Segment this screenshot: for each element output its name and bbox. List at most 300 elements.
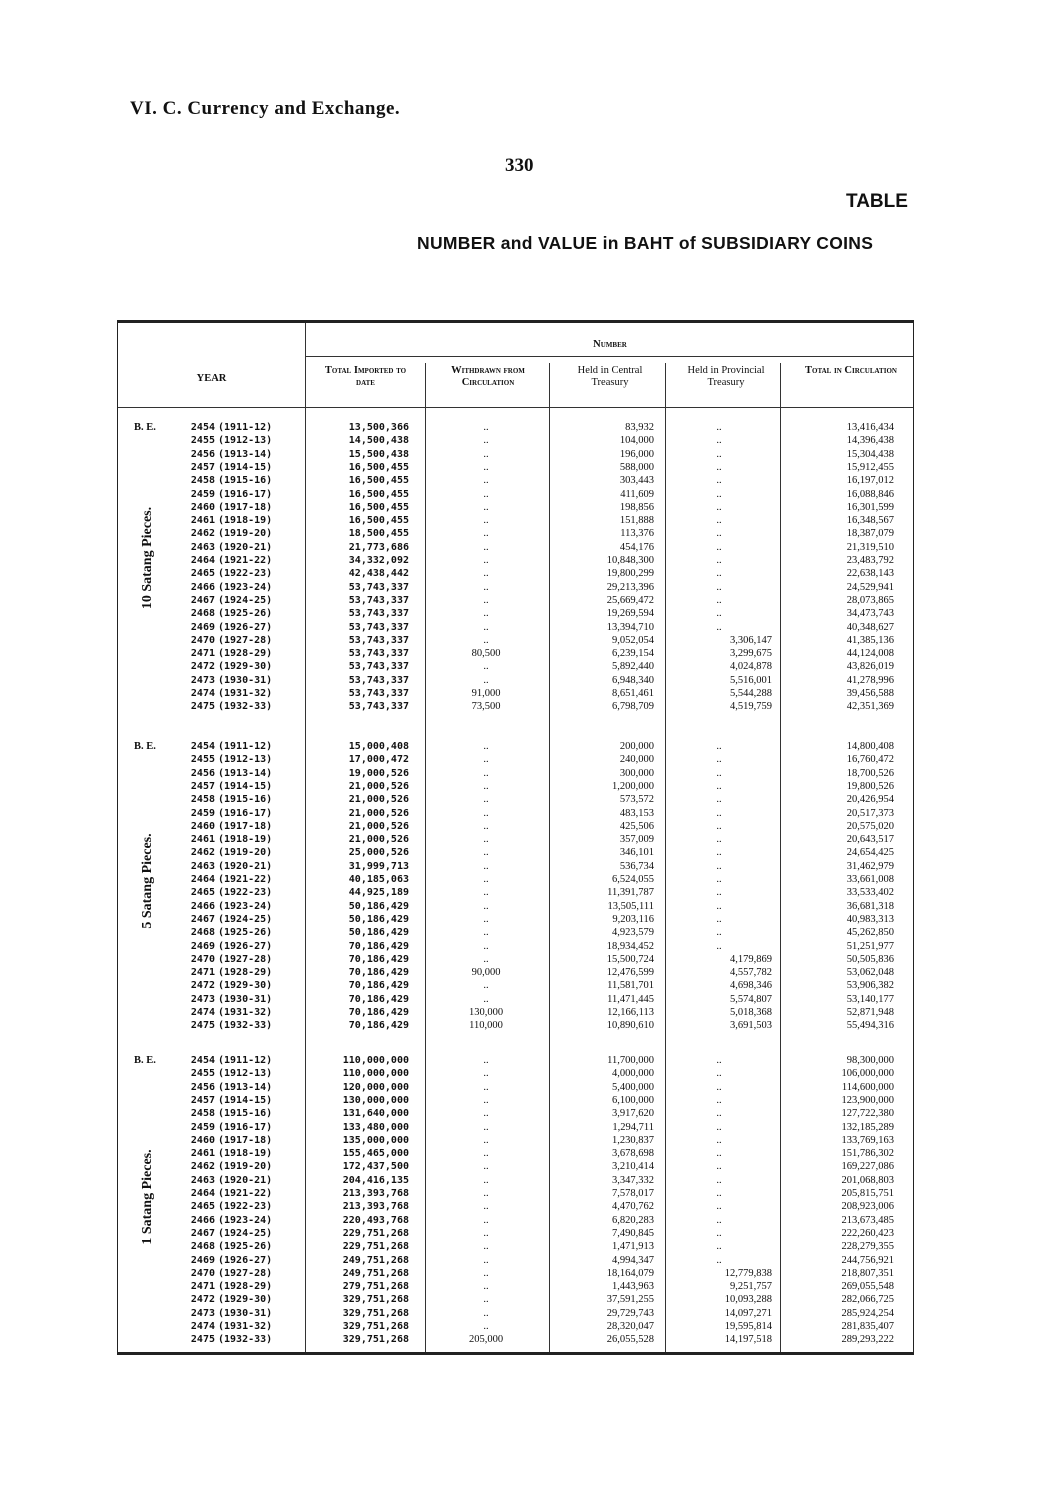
total-imported-cell: 25,000,526: [348, 847, 409, 859]
gregorian-year: (1920-21): [218, 860, 273, 872]
held-central-cell: 1,443,963: [612, 1281, 654, 1293]
be-year: 2459: [190, 1121, 215, 1133]
header-rule: [118, 407, 913, 408]
be-year: 2470: [190, 1267, 215, 1279]
table-row: [118, 461, 915, 474]
withdrawn-cell: ..: [483, 887, 489, 899]
held-provincial-cell: ..: [716, 1214, 722, 1226]
total-circulation-cell: 228,279,355: [841, 1241, 894, 1253]
total-imported-cell: 16,500,455: [348, 515, 409, 527]
held-central-cell: 357,009: [619, 834, 654, 846]
be-year: 2461: [190, 1148, 215, 1160]
withdrawn-cell: ..: [483, 488, 489, 500]
held-provincial-cell: ..: [716, 1254, 722, 1266]
held-provincial-cell: ..: [716, 913, 722, 925]
held-provincial-cell: ..: [716, 475, 722, 487]
held-central-cell: 18,164,079: [606, 1267, 654, 1279]
held-provincial-cell: ..: [716, 608, 722, 620]
withdrawn-header: Withdrawn from Circulation: [451, 365, 525, 388]
table-row: [118, 434, 915, 447]
held-provincial-cell: 3,299,675: [730, 648, 772, 660]
gregorian-year: (1931-32): [218, 1007, 273, 1018]
total-imported-cell: 53,743,337: [348, 581, 409, 593]
withdrawn-cell: ..: [483, 820, 489, 832]
total-circulation-cell: 44,124,008: [846, 648, 894, 660]
gregorian-year: (1927-28): [218, 634, 273, 646]
be-year: 2475: [190, 1334, 215, 1346]
total-circulation-cell: 20,643,517: [846, 834, 894, 846]
table-row: [118, 527, 915, 540]
group-label-5-satang: 5 Satang Pieces.: [140, 833, 155, 929]
gregorian-year: (1921-22): [218, 1188, 273, 1199]
be-year: 2457: [190, 1094, 215, 1106]
total-imported-cell: 21,000,526: [348, 834, 409, 846]
withdrawn-cell: ..: [483, 900, 489, 912]
be-year: 2466: [190, 1214, 215, 1226]
table-row: [118, 753, 915, 766]
be-year: 2462: [190, 1161, 215, 1173]
total-circulation-cell: 18,700,526: [846, 767, 894, 779]
held-provincial-cell: ..: [716, 1148, 722, 1160]
held-provincial-cell: ..: [716, 461, 722, 473]
table-row: [118, 421, 915, 434]
total-imported-cell: 21,000,526: [348, 794, 409, 806]
be-year: 2457: [190, 461, 215, 473]
total-circulation-cell: 282,066,725: [841, 1294, 894, 1306]
withdrawn-cell: ..: [483, 501, 489, 513]
held-provincial-cell: ..: [716, 940, 722, 952]
total-imported-cell: 53,743,337: [348, 648, 409, 660]
withdrawn-cell: ..: [483, 621, 489, 633]
withdrawn-cell: ..: [483, 980, 489, 992]
held-provincial-cell: ..: [716, 1161, 722, 1173]
withdrawn-cell: ..: [483, 834, 489, 846]
withdrawn-cell: ..: [483, 1281, 489, 1293]
be-year: 2467: [190, 913, 215, 925]
gregorian-year: (1922-23): [218, 568, 273, 580]
held-provincial-cell: ..: [716, 581, 722, 593]
gregorian-year: (1921-22): [218, 555, 273, 566]
be-year: 2475: [190, 701, 215, 713]
held-central-cell: 11,700,000: [607, 1055, 654, 1066]
held-central-cell: 26,055,528: [606, 1334, 654, 1346]
withdrawn-cell: ..: [483, 767, 489, 779]
total-imported-cell: 53,743,337: [348, 701, 409, 713]
withdrawn-cell: ..: [483, 860, 489, 872]
held-provincial-cell: 3,306,147: [730, 634, 772, 646]
gregorian-year: (1916-17): [218, 807, 273, 819]
table-row: [118, 1200, 915, 1213]
table-row: [118, 1320, 915, 1333]
total-circulation-cell: 42,351,369: [846, 701, 894, 713]
be-year: 2475: [190, 1020, 215, 1032]
table-row: [118, 1174, 915, 1187]
gregorian-year: (1925-26): [218, 1241, 273, 1253]
table-row: [118, 979, 915, 992]
table-row: [118, 1254, 915, 1267]
withdrawn-cell: ..: [483, 608, 489, 620]
withdrawn-cell: ..: [483, 913, 489, 925]
withdrawn-cell: ..: [483, 847, 489, 859]
total-circulation-cell: 269,055,548: [841, 1281, 894, 1293]
be-year: 2467: [190, 594, 215, 606]
held-central-cell: 536,734: [619, 860, 654, 872]
held-provincial-cell: ..: [716, 900, 722, 912]
table-row: [118, 886, 915, 899]
total-imported-cell: 213,393,768: [342, 1188, 409, 1199]
gregorian-year: (1923-24): [218, 900, 273, 912]
gregorian-year: (1925-26): [218, 927, 273, 939]
gregorian-year: (1917-18): [218, 820, 273, 832]
table-row: [118, 581, 915, 594]
gregorian-year: (1930-31): [218, 1307, 273, 1319]
total-imported-cell: 44,925,189: [348, 887, 409, 899]
held-provincial-cell: 5,018,368: [730, 1007, 772, 1018]
gregorian-year: (1916-17): [218, 488, 273, 500]
total-imported-cell: 329,751,268: [342, 1294, 409, 1306]
held-central-cell: 6,100,000: [612, 1094, 654, 1106]
be-year: 2466: [190, 900, 215, 912]
withdrawn-cell: ..: [483, 1134, 489, 1146]
withdrawn-cell: ..: [483, 1148, 489, 1160]
withdrawn-cell: ..: [483, 1094, 489, 1106]
held-central-cell: 13,505,111: [607, 900, 654, 912]
table-row: [118, 594, 915, 607]
gregorian-year: (1927-28): [218, 1267, 273, 1279]
total-imported-cell: 110,000,000: [342, 1055, 409, 1066]
withdrawn-cell: ..: [483, 435, 489, 447]
total-imported-cell: 135,000,000: [342, 1134, 409, 1146]
held-central-cell: 11,581,701: [607, 980, 654, 992]
table-row: [118, 660, 915, 673]
gregorian-year: (1914-15): [218, 1094, 273, 1106]
gregorian-year: (1931-32): [218, 688, 273, 699]
total-circulation-cell: 22,638,143: [846, 568, 894, 580]
withdrawn-cell: ..: [483, 807, 489, 819]
withdrawn-cell: ..: [483, 541, 489, 553]
be-year: 2465: [190, 887, 215, 899]
be-year: 2472: [190, 661, 215, 673]
held-central-cell: 18,934,452: [606, 940, 654, 952]
era-label: B. E.: [134, 422, 156, 433]
held-provincial-cell: ..: [716, 754, 722, 766]
held-central-cell: 7,578,017: [612, 1188, 654, 1199]
total-circulation-cell: 20,575,020: [846, 820, 894, 832]
withdrawn-cell: ..: [483, 1321, 489, 1332]
total-circulation-cell: 28,073,865: [846, 594, 894, 606]
total-imported-cell: 110,000,000: [342, 1068, 409, 1080]
total-circulation-cell: 98,300,000: [846, 1055, 894, 1066]
be-year: 2473: [190, 1307, 215, 1319]
be-year: 2455: [190, 754, 215, 766]
table-row: [118, 1333, 915, 1346]
held-provincial-cell: 5,516,001: [730, 674, 772, 686]
held-provincial-cell: ..: [716, 528, 722, 540]
held-central-cell: 29,729,743: [606, 1307, 654, 1319]
total-imported-cell: 42,438,442: [348, 568, 409, 580]
total-imported-cell: 53,743,337: [348, 661, 409, 673]
held-provincial-cell: ..: [716, 820, 722, 832]
total-circulation-cell: 289,293,222: [841, 1334, 894, 1346]
held-central-header: Held in Central Treasury: [577, 365, 643, 388]
withdrawn-cell: ..: [483, 1188, 489, 1199]
withdrawn-cell: ..: [483, 1201, 489, 1213]
total-imported-cell: 18,500,455: [348, 528, 409, 540]
table-row: [118, 607, 915, 620]
held-provincial-header: Held in Provincial Treasury: [687, 365, 765, 388]
held-central-cell: 5,400,000: [612, 1081, 654, 1093]
total-imported-cell: 16,500,455: [348, 475, 409, 487]
total-circulation-cell: 23,483,792: [846, 555, 894, 566]
group-label-1-satang: 1 Satang Pieces.: [140, 1149, 155, 1245]
withdrawn-cell: ..: [483, 515, 489, 527]
held-central-cell: 346,101: [619, 847, 654, 859]
total-imported-cell: 229,751,268: [342, 1227, 409, 1239]
table-row: [118, 1307, 915, 1320]
held-provincial-cell: 3,691,503: [730, 1020, 772, 1032]
gregorian-year: (1915-16): [218, 794, 273, 806]
total-imported-cell: 21,773,686: [348, 541, 409, 553]
held-provincial-cell: ..: [716, 794, 722, 806]
gregorian-year: (1924-25): [218, 1227, 273, 1239]
table-row: [118, 621, 915, 634]
held-provincial-cell: ..: [716, 834, 722, 846]
withdrawn-cell: ..: [483, 741, 489, 752]
be-year: 2468: [190, 927, 215, 939]
table-row: [118, 1107, 915, 1120]
be-year: 2460: [190, 1134, 215, 1146]
number-group-header: Number: [593, 339, 627, 350]
gregorian-year: (1929-30): [218, 980, 273, 992]
table-row: [118, 647, 915, 660]
gregorian-year: (1925-26): [218, 608, 273, 620]
table-row: [118, 1067, 915, 1080]
total-circulation-cell: 45,262,850: [846, 927, 894, 939]
be-year: 2455: [190, 435, 215, 447]
held-central-cell: 1,471,913: [612, 1241, 654, 1253]
era-label: B. E.: [134, 1055, 156, 1066]
held-central-cell: 113,376: [620, 528, 654, 540]
held-provincial-cell: 12,779,838: [724, 1267, 772, 1279]
withdrawn-cell: 91,000: [471, 688, 501, 699]
withdrawn-cell: ..: [483, 1294, 489, 1306]
held-provincial-cell: ..: [716, 448, 722, 460]
withdrawn-cell: ..: [483, 1241, 489, 1253]
total-circulation-cell: 281,835,407: [841, 1321, 894, 1332]
gregorian-year: (1916-17): [218, 1121, 273, 1133]
total-circulation-cell: 208,923,006: [841, 1201, 894, 1213]
be-year: 2474: [190, 1007, 215, 1018]
held-central-cell: 6,820,283: [612, 1214, 654, 1226]
total-imported-cell: 21,000,526: [348, 780, 409, 792]
gregorian-year: (1923-24): [218, 1214, 273, 1226]
withdrawn-cell: ..: [483, 780, 489, 792]
table-row: [118, 448, 915, 461]
be-year: 2460: [190, 501, 215, 513]
total-circulation-cell: 36,681,318: [846, 900, 894, 912]
total-circulation-cell: 18,387,079: [846, 528, 894, 540]
table-row: [118, 501, 915, 514]
gregorian-year: (1924-25): [218, 594, 273, 606]
held-provincial-cell: 4,557,782: [730, 967, 772, 979]
held-central-cell: 12,476,599: [606, 967, 654, 979]
be-year: 2472: [190, 1294, 215, 1306]
withdrawn-cell: ..: [483, 555, 489, 566]
gregorian-year: (1929-30): [218, 661, 273, 673]
held-central-cell: 200,000: [619, 741, 654, 752]
held-central-cell: 4,470,762: [612, 1201, 654, 1213]
table-row: [118, 1160, 915, 1173]
total-circulation-cell: 169,227,086: [841, 1161, 894, 1173]
table-row: [118, 687, 915, 700]
held-central-cell: 15,500,724: [606, 953, 654, 965]
total-imported-cell: 70,186,429: [348, 980, 409, 992]
held-provincial-cell: ..: [716, 515, 722, 527]
held-central-cell: 5,892,440: [612, 661, 654, 673]
withdrawn-cell: ..: [483, 927, 489, 939]
table-row: [118, 926, 915, 939]
held-provincial-cell: ..: [716, 488, 722, 500]
held-central-cell: 300,000: [619, 767, 654, 779]
table-row: [118, 1121, 915, 1134]
gregorian-year: (1923-24): [218, 581, 273, 593]
held-central-cell: 19,269,594: [606, 608, 654, 620]
held-central-cell: 12,166,113: [607, 1007, 654, 1018]
withdrawn-cell: ..: [483, 581, 489, 593]
total-imported-cell: 229,751,268: [342, 1241, 409, 1253]
total-imported-cell: 40,185,063: [348, 874, 409, 885]
be-year: 2454: [190, 741, 215, 752]
total-imported-cell: 172,437,500: [342, 1161, 409, 1173]
withdrawn-cell: ..: [483, 1055, 489, 1066]
held-provincial-cell: ..: [716, 1201, 722, 1213]
be-year: 2454: [190, 1055, 215, 1066]
held-provincial-cell: ..: [716, 767, 722, 779]
table-row: [118, 514, 915, 527]
be-year: 2471: [190, 967, 215, 979]
held-central-cell: 1,200,000: [612, 780, 654, 792]
table-title: NUMBER and VALUE in BAHT of SUBSIDIARY COINS: [417, 233, 874, 253]
total-imported-cell: 70,186,429: [348, 993, 409, 1005]
table-row: [118, 474, 915, 487]
total-imported-cell: 21,000,526: [348, 807, 409, 819]
total-circulation-cell: 13,416,434: [846, 422, 894, 433]
be-year: 2456: [190, 767, 215, 779]
gregorian-year: (1912-13): [218, 754, 273, 766]
total-imported-cell: 53,743,337: [348, 634, 409, 646]
total-imported-cell: 70,186,429: [348, 940, 409, 952]
total-imported-cell: 53,743,337: [348, 608, 409, 620]
held-central-cell: 3,347,332: [612, 1174, 654, 1186]
total-imported-cell: 50,186,429: [348, 913, 409, 925]
total-circulation-cell: 40,348,627: [846, 621, 894, 633]
be-year: 2456: [190, 448, 215, 460]
gregorian-year: (1926-27): [218, 940, 273, 952]
gregorian-year: (1911-12): [218, 741, 273, 752]
held-provincial-cell: ..: [716, 1174, 722, 1186]
gregorian-year: (1917-18): [218, 1134, 273, 1146]
total-circulation-cell: 16,348,567: [846, 515, 894, 527]
held-provincial-cell: 19,595,814: [724, 1321, 772, 1332]
held-provincial-cell: ..: [716, 847, 722, 859]
total-imported-cell: 15,500,438: [348, 448, 409, 460]
total-imported-cell: 21,000,526: [348, 820, 409, 832]
be-year: 2464: [190, 555, 215, 566]
table-row: [118, 1147, 915, 1160]
withdrawn-cell: ..: [483, 461, 489, 473]
be-year: 2459: [190, 488, 215, 500]
table-row: [118, 993, 915, 1006]
table-row: [118, 860, 915, 873]
total-circulation-cell: 244,756,921: [841, 1254, 894, 1266]
table-row: [118, 1054, 915, 1067]
table-row: [118, 780, 915, 793]
withdrawn-cell: ..: [483, 993, 489, 1005]
group-label-10-satang: 10 Satang Pieces.: [140, 506, 155, 610]
total-imported-header: Total Imported to date: [324, 365, 407, 388]
total-circulation-cell: 53,906,382: [846, 980, 894, 992]
held-central-cell: 1,230,837: [612, 1134, 654, 1146]
gregorian-year: (1930-31): [218, 993, 273, 1005]
gregorian-year: (1919-20): [218, 528, 273, 540]
withdrawn-cell: ..: [483, 1161, 489, 1173]
held-provincial-cell: ..: [716, 1134, 722, 1146]
total-imported-cell: 131,640,000: [342, 1108, 409, 1120]
held-central-cell: 9,203,116: [612, 913, 654, 925]
table-row: [118, 567, 915, 580]
total-imported-cell: 17,000,472: [348, 754, 409, 766]
gregorian-year: (1920-21): [218, 1174, 273, 1186]
total-circulation-cell: 14,800,408: [846, 741, 894, 752]
gregorian-year: (1918-19): [218, 1148, 273, 1160]
held-provincial-cell: 4,179,869: [730, 953, 772, 965]
table-row: [118, 700, 915, 713]
held-provincial-cell: ..: [716, 541, 722, 553]
coins-table: [117, 320, 914, 1355]
withdrawn-cell: ..: [483, 1068, 489, 1080]
gregorian-year: (1920-21): [218, 541, 273, 553]
gregorian-year: (1928-29): [218, 648, 273, 660]
held-central-cell: 3,678,698: [612, 1148, 654, 1160]
table-row: [118, 940, 915, 953]
total-circulation-cell: 50,505,836: [846, 953, 894, 965]
table-row: [118, 1267, 915, 1280]
be-year: 2461: [190, 834, 215, 846]
total-circulation-cell: 16,088,846: [846, 488, 894, 500]
section-header: VI. C. Currency and Exchange.: [130, 98, 401, 119]
total-circulation-cell: 15,912,455: [846, 461, 894, 473]
total-circulation-cell: 205,815,751: [841, 1188, 894, 1199]
table-row: [118, 820, 915, 833]
withdrawn-cell: ..: [483, 1174, 489, 1186]
total-imported-cell: 130,000,000: [342, 1094, 409, 1106]
total-imported-cell: 220,493,768: [342, 1214, 409, 1226]
table-row: [118, 1214, 915, 1227]
gregorian-year: (1911-12): [218, 1055, 273, 1066]
total-circulation-cell: 41,385,136: [846, 634, 894, 646]
held-provincial-cell: ..: [716, 807, 722, 819]
held-central-cell: 6,798,709: [612, 701, 654, 713]
held-provincial-cell: ..: [716, 568, 722, 580]
table-row: [118, 807, 915, 820]
held-provincial-cell: 5,544,288: [730, 688, 772, 699]
gregorian-year: (1928-29): [218, 967, 273, 979]
total-imported-cell: 70,186,429: [348, 953, 409, 965]
held-provincial-cell: ..: [716, 1108, 722, 1120]
held-provincial-cell: ..: [716, 874, 722, 885]
total-circulation-cell: 16,197,012: [846, 475, 894, 487]
total-imported-cell: 249,751,268: [342, 1254, 409, 1266]
